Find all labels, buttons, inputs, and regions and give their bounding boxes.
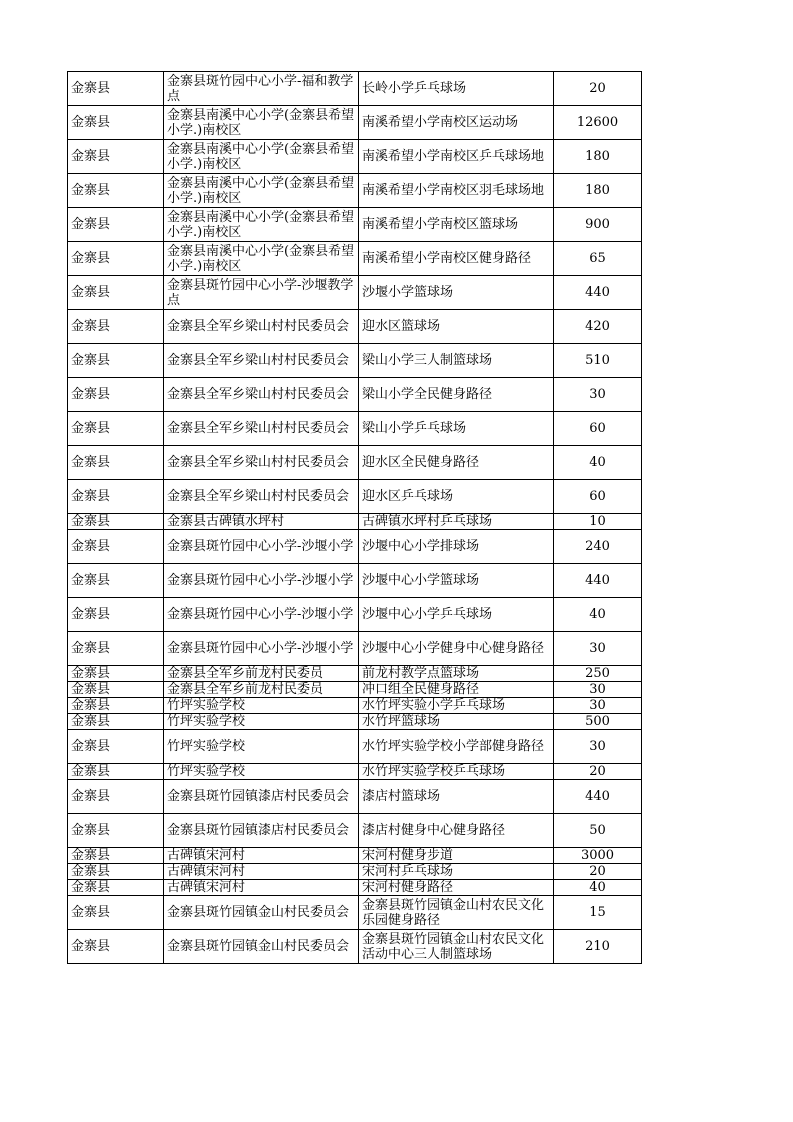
- venue-cell: 宋河村健身步道: [359, 848, 554, 864]
- unit-cell: 金寨县斑竹园镇漆店村民委员会: [164, 814, 359, 848]
- table-row: [68, 730, 642, 764]
- unit-cell: 古碑镇宋河村: [164, 864, 359, 880]
- area-cell: 420: [554, 310, 642, 344]
- venue-cell: 沙堰小学篮球场: [359, 276, 554, 310]
- venue-cell: 南溪希望小学南校区篮球场: [359, 208, 554, 242]
- unit-cell: 古碑镇宋河村: [164, 880, 359, 896]
- venue-cell: 迎水区乒乓球场: [359, 480, 554, 514]
- area-cell: 12600: [554, 106, 642, 140]
- county-cell: 金寨县: [68, 730, 164, 764]
- venue-cell: 沙堰中心小学排球场: [359, 530, 554, 564]
- table-row: [68, 446, 642, 480]
- county-cell: 金寨县: [68, 598, 164, 632]
- county-cell: 金寨县: [68, 864, 164, 880]
- venue-cell: 南溪希望小学南校区乒乓球场地: [359, 140, 554, 174]
- county-cell: 金寨县: [68, 310, 164, 344]
- table-row: [68, 310, 642, 344]
- unit-cell: 竹坪实验学校: [164, 764, 359, 780]
- area-cell: 60: [554, 480, 642, 514]
- unit-cell: 金寨县斑竹园中心小学-沙堰小学: [164, 530, 359, 564]
- county-cell: 金寨县: [68, 530, 164, 564]
- venue-cell: 水竹坪实验学校乒乓球场: [359, 764, 554, 780]
- area-cell: 60: [554, 412, 642, 446]
- area-cell: 510: [554, 344, 642, 378]
- unit-cell: 古碑镇宋河村: [164, 848, 359, 864]
- area-cell: 20: [554, 764, 642, 780]
- venue-cell: 金寨县斑竹园镇金山村农民文化乐园健身路径: [359, 896, 554, 930]
- table-row: [68, 208, 642, 242]
- unit-cell: 金寨县斑竹园镇金山村民委员会: [164, 896, 359, 930]
- county-cell: 金寨县: [68, 666, 164, 682]
- venue-cell: 前龙村教学点篮球场: [359, 666, 554, 682]
- area-cell: 440: [554, 276, 642, 310]
- unit-cell: 金寨县南溪中心小学(金寨县希望小学.)南校区: [164, 106, 359, 140]
- county-cell: 金寨县: [68, 242, 164, 276]
- table-row: [68, 632, 642, 666]
- venue-cell: 沙堰中心小学乒乓球场: [359, 598, 554, 632]
- county-cell: 金寨县: [68, 880, 164, 896]
- unit-cell: 金寨县斑竹园镇漆店村民委员会: [164, 780, 359, 814]
- unit-cell: 金寨县斑竹园镇金山村民委员会: [164, 930, 359, 964]
- table-row: [68, 530, 642, 564]
- area-cell: 65: [554, 242, 642, 276]
- venue-cell: 金寨县斑竹园镇金山村农民文化活动中心三人制篮球场: [359, 930, 554, 964]
- table-row: [68, 276, 642, 310]
- area-cell: 3000: [554, 848, 642, 864]
- unit-cell: 金寨县南溪中心小学(金寨县希望小学.)南校区: [164, 242, 359, 276]
- venue-cell: 水竹坪实验学校小学部健身路径: [359, 730, 554, 764]
- table-row: [68, 896, 642, 930]
- county-cell: 金寨县: [68, 780, 164, 814]
- venue-cell: 冲口组全民健身路径: [359, 682, 554, 698]
- unit-cell: 金寨县斑竹园中心小学-福和教学点: [164, 72, 359, 106]
- venue-cell: 宋河村乒乓球场: [359, 864, 554, 880]
- venue-cell: 漆店村健身中心健身路径: [359, 814, 554, 848]
- venue-cell: 沙堰中心小学篮球场: [359, 564, 554, 598]
- area-cell: 500: [554, 714, 642, 730]
- area-cell: 15: [554, 896, 642, 930]
- table-row: [68, 930, 642, 964]
- area-cell: 30: [554, 698, 642, 714]
- county-cell: 金寨县: [68, 378, 164, 412]
- county-cell: 金寨县: [68, 848, 164, 864]
- area-cell: 40: [554, 446, 642, 480]
- venue-cell: 迎水区全民健身路径: [359, 446, 554, 480]
- unit-cell: 金寨县全军乡前龙村民委员: [164, 666, 359, 682]
- county-cell: 金寨县: [68, 682, 164, 698]
- area-cell: 30: [554, 632, 642, 666]
- table-row: [68, 698, 642, 714]
- table-row: [68, 106, 642, 140]
- area-cell: 180: [554, 174, 642, 208]
- county-cell: 金寨县: [68, 714, 164, 730]
- venue-cell: 梁山小学三人制篮球场: [359, 344, 554, 378]
- county-cell: 金寨县: [68, 814, 164, 848]
- area-cell: 440: [554, 780, 642, 814]
- county-cell: 金寨县: [68, 764, 164, 780]
- venue-cell: 沙堰中心小学健身中心健身路径: [359, 632, 554, 666]
- county-cell: 金寨县: [68, 208, 164, 242]
- unit-cell: 金寨县古碑镇水坪村: [164, 514, 359, 530]
- county-cell: 金寨县: [68, 446, 164, 480]
- table-row: [68, 848, 642, 864]
- unit-cell: 竹坪实验学校: [164, 714, 359, 730]
- unit-cell: 金寨县南溪中心小学(金寨县希望小学.)南校区: [164, 140, 359, 174]
- table-row: [68, 714, 642, 730]
- table-row: [68, 174, 642, 208]
- venue-cell: 宋河村健身路径: [359, 880, 554, 896]
- county-cell: 金寨县: [68, 276, 164, 310]
- county-cell: 金寨县: [68, 72, 164, 106]
- unit-cell: 金寨县全军乡梁山村村民委员会: [164, 446, 359, 480]
- area-cell: 900: [554, 208, 642, 242]
- unit-cell: 金寨县全军乡梁山村村民委员会: [164, 378, 359, 412]
- venue-cell: 长岭小学乒乓球场: [359, 72, 554, 106]
- unit-cell: 金寨县斑竹园中心小学-沙堰小学: [164, 632, 359, 666]
- table-row: [68, 140, 642, 174]
- unit-cell: 金寨县斑竹园中心小学-沙堰小学: [164, 564, 359, 598]
- unit-cell: 金寨县斑竹园中心小学-沙堰小学: [164, 598, 359, 632]
- table-row: [68, 514, 642, 530]
- county-cell: 金寨县: [68, 174, 164, 208]
- area-cell: 20: [554, 72, 642, 106]
- county-cell: 金寨县: [68, 632, 164, 666]
- county-cell: 金寨县: [68, 896, 164, 930]
- table-row: [68, 412, 642, 446]
- area-cell: 20: [554, 864, 642, 880]
- area-cell: 40: [554, 880, 642, 896]
- spreadsheet-page: [67, 71, 642, 964]
- table-row: [68, 880, 642, 896]
- venue-cell: 梁山小学乒乓球场: [359, 412, 554, 446]
- table-row: [68, 564, 642, 598]
- county-cell: 金寨县: [68, 106, 164, 140]
- venue-cell: 南溪希望小学南校区运动场: [359, 106, 554, 140]
- venue-cell: 迎水区篮球场: [359, 310, 554, 344]
- unit-cell: 竹坪实验学校: [164, 698, 359, 714]
- area-cell: 440: [554, 564, 642, 598]
- table-row: [68, 666, 642, 682]
- county-cell: 金寨县: [68, 514, 164, 530]
- area-cell: 30: [554, 730, 642, 764]
- venue-table: [67, 71, 642, 964]
- area-cell: 10: [554, 514, 642, 530]
- table-row: [68, 780, 642, 814]
- table-row: [68, 814, 642, 848]
- area-cell: 30: [554, 378, 642, 412]
- table-row: [68, 864, 642, 880]
- area-cell: 40: [554, 598, 642, 632]
- venue-cell: 南溪希望小学南校区健身路径: [359, 242, 554, 276]
- unit-cell: 竹坪实验学校: [164, 730, 359, 764]
- venue-cell: 漆店村篮球场: [359, 780, 554, 814]
- unit-cell: 金寨县斑竹园中心小学-沙堰教学点: [164, 276, 359, 310]
- county-cell: 金寨县: [68, 930, 164, 964]
- table-row: [68, 682, 642, 698]
- unit-cell: 金寨县全军乡梁山村村民委员会: [164, 412, 359, 446]
- table-row: [68, 378, 642, 412]
- county-cell: 金寨县: [68, 412, 164, 446]
- county-cell: 金寨县: [68, 698, 164, 714]
- venue-cell: 水竹坪篮球场: [359, 714, 554, 730]
- table-row: [68, 764, 642, 780]
- area-cell: 50: [554, 814, 642, 848]
- venue-cell: 南溪希望小学南校区羽毛球场地: [359, 174, 554, 208]
- unit-cell: 金寨县全军乡梁山村村民委员会: [164, 310, 359, 344]
- table-row: [68, 598, 642, 632]
- venue-cell: 水竹坪实验小学乒乓球场: [359, 698, 554, 714]
- county-cell: 金寨县: [68, 564, 164, 598]
- area-cell: 250: [554, 666, 642, 682]
- unit-cell: 金寨县南溪中心小学(金寨县希望小学.)南校区: [164, 174, 359, 208]
- venue-table-body: [68, 72, 642, 964]
- area-cell: 30: [554, 682, 642, 698]
- venue-cell: 古碑镇水坪村乒乓球场: [359, 514, 554, 530]
- unit-cell: 金寨县全军乡梁山村村民委员会: [164, 344, 359, 378]
- unit-cell: 金寨县全军乡梁山村村民委员会: [164, 480, 359, 514]
- table-row: [68, 242, 642, 276]
- table-row: [68, 480, 642, 514]
- unit-cell: 金寨县全军乡前龙村民委员: [164, 682, 359, 698]
- area-cell: 210: [554, 930, 642, 964]
- venue-cell: 梁山小学全民健身路径: [359, 378, 554, 412]
- area-cell: 240: [554, 530, 642, 564]
- area-cell: 180: [554, 140, 642, 174]
- unit-cell: 金寨县南溪中心小学(金寨县希望小学.)南校区: [164, 208, 359, 242]
- county-cell: 金寨县: [68, 480, 164, 514]
- table-row: [68, 344, 642, 378]
- county-cell: 金寨县: [68, 140, 164, 174]
- table-row: [68, 72, 642, 106]
- county-cell: 金寨县: [68, 344, 164, 378]
